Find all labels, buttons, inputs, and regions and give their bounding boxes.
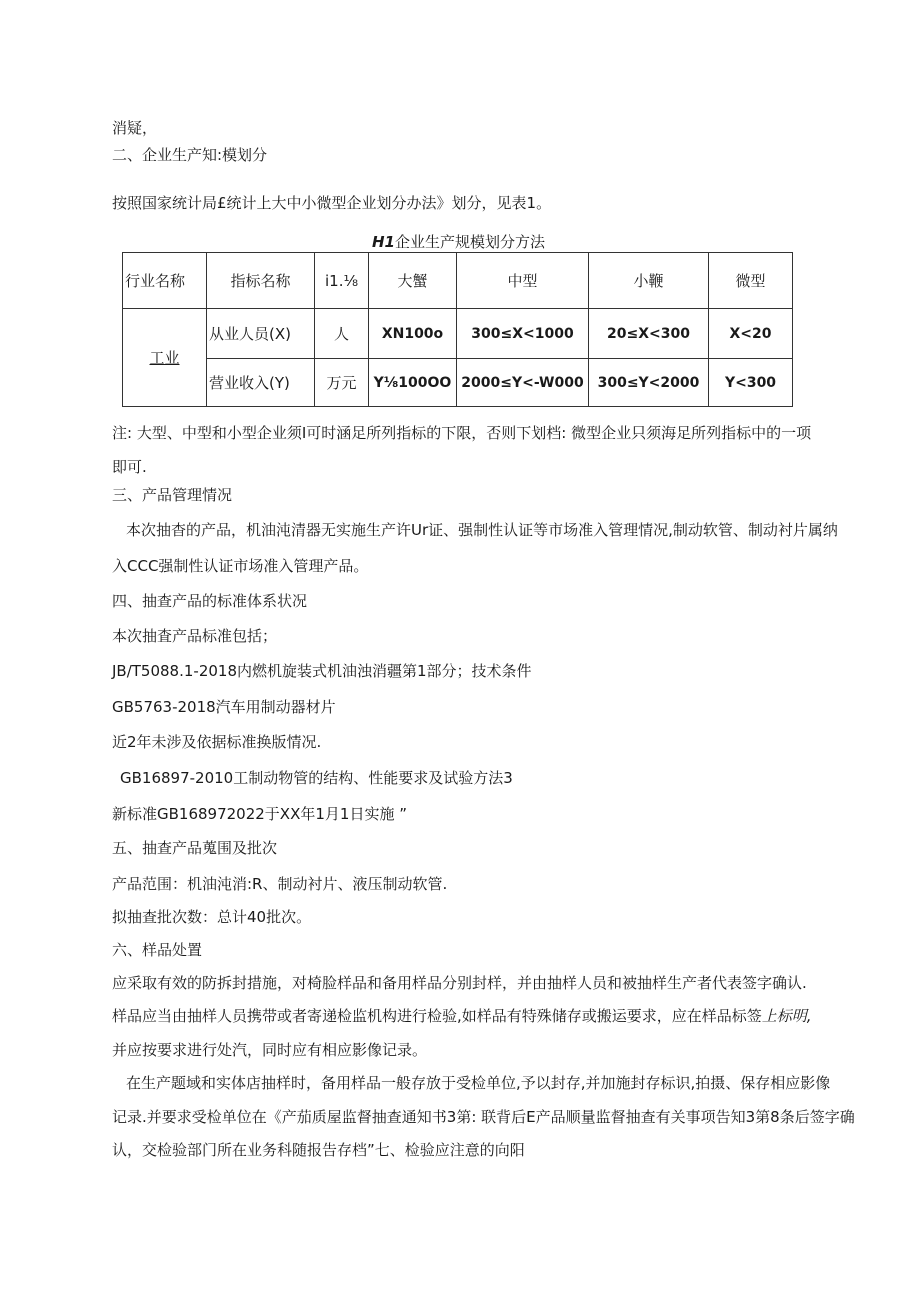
- paragraph: 入CCC强制性认证市场准入管理产品。: [112, 557, 369, 575]
- large-cell: XN100o: [369, 309, 457, 359]
- industry-cell: [123, 309, 207, 407]
- table-caption: [372, 231, 545, 252]
- table-row: [123, 359, 793, 407]
- header-industry: 行业名称: [123, 253, 207, 309]
- table-row: [123, 309, 793, 359]
- table-note: 注: 大型、中型和小型企业须I可时涵足所列指标的下限，否则下划档: 微型企业只须海足所列指标中的一项: [112, 424, 812, 442]
- paragraph: 本次抽査产品标准包括；: [112, 627, 278, 645]
- header-unit: i1.⅛: [315, 253, 369, 309]
- text-line: 消疑，: [112, 119, 158, 137]
- paragraph: 拟抽查批次数：总计40批次。: [112, 908, 312, 926]
- paragraph-text: 样品应当由抽样人员携带或者寄递检监机构进行检验,如样品有特殊储存或搬运要求，应在样品标签: [112, 1007, 762, 1025]
- section-heading-4: 四、抽查产品的标准体系状况: [112, 592, 308, 610]
- header-indicator: 指标名称: [207, 253, 315, 309]
- paragraph: 应采取有效的防拆封措施，对椅脸样品和备用样品分别封样，并由抽样人员和被抽样生产者代表签字确认.: [112, 974, 807, 992]
- large-cell: Y⅛100OO: [369, 359, 457, 407]
- paragraph: 并应按要求进行处汽，同时应有相应影像记录。: [112, 1041, 428, 1059]
- paragraph: [112, 1006, 812, 1026]
- paragraph-italic-text: 上标明,: [761, 1007, 812, 1025]
- paragraph: 本次抽杳的产品，机油沌清器无实施生产许Ur证、强制性认证等市场准入管理情况,制动软管、制动衬片属纳: [126, 521, 838, 539]
- standard-item: GB16897-2010工制动物管的结构、性能要求及试验方法3: [120, 769, 513, 787]
- paragraph: 产品范围：机油沌消:R、制动衬片、液压制动软管.: [112, 875, 448, 893]
- paragraph: 记录.并要求受检单位在《产茄质屋监督抽查通知书3第: 联背后E产品顺量监督抽查有关事项告知3第8条后签字确: [112, 1108, 855, 1126]
- section-heading-6: 六、样品处置: [112, 941, 203, 959]
- unit-cell: 人: [315, 309, 369, 359]
- industry-label: 工业: [149, 349, 180, 367]
- paragraph: 近2年未涉及依据标准换版情况.: [112, 733, 322, 751]
- paragraph: 在生产题域和实体店抽样时，备用样品一般存放于受检单位,予以封存,并加施封存标识,拍摄、保存相应影像: [126, 1074, 831, 1092]
- standard-item: GB5763-2018汽车用制动器材片: [112, 698, 336, 716]
- table-note-cont: 即可.: [112, 458, 147, 476]
- header-medium: 中型: [457, 253, 589, 309]
- micro-cell: X<20: [709, 309, 793, 359]
- header-small: 小鞭: [589, 253, 709, 309]
- indicator-cell: 从业人员(X): [207, 309, 315, 359]
- section-heading-3: 三、产品管理情况: [112, 486, 233, 504]
- micro-cell: Y<300: [709, 359, 793, 407]
- section-heading-2: 二、企业生产知:模划分: [112, 146, 268, 164]
- paragraph: 认，交检验部门所在业务科随报告存档”七、检验应注意的向阳: [112, 1141, 525, 1159]
- table-caption-text: 企业生产规模划分方法: [395, 233, 546, 251]
- table-header-row: [123, 253, 793, 309]
- small-cell: 20≤X<300: [589, 309, 709, 359]
- paragraph: 按照国家统计局£统计上大中小微型企业划分办法》划分，见表1。: [112, 194, 552, 212]
- header-micro: 微型: [709, 253, 793, 309]
- header-large: 大蟹: [369, 253, 457, 309]
- unit-cell: 万元: [315, 359, 369, 407]
- paragraph: 新标准GB168972022于XX年1月1日实施 ”: [112, 805, 407, 823]
- indicator-cell: 营业收入(Y): [207, 359, 315, 407]
- enterprise-scale-table: [122, 252, 793, 407]
- table-caption-prefix: H1: [372, 233, 395, 251]
- medium-cell: 2000≤Y<-W000: [457, 359, 589, 407]
- section-heading-5: 五、抽查产品蒐围及批次: [112, 839, 278, 857]
- small-cell: 300≤Y<2000: [589, 359, 709, 407]
- medium-cell: 300≤X<1000: [457, 309, 589, 359]
- standard-item: JB/T5088.1-2018内燃机旋装式机油浊消疆第1部分；技术条件: [112, 662, 532, 680]
